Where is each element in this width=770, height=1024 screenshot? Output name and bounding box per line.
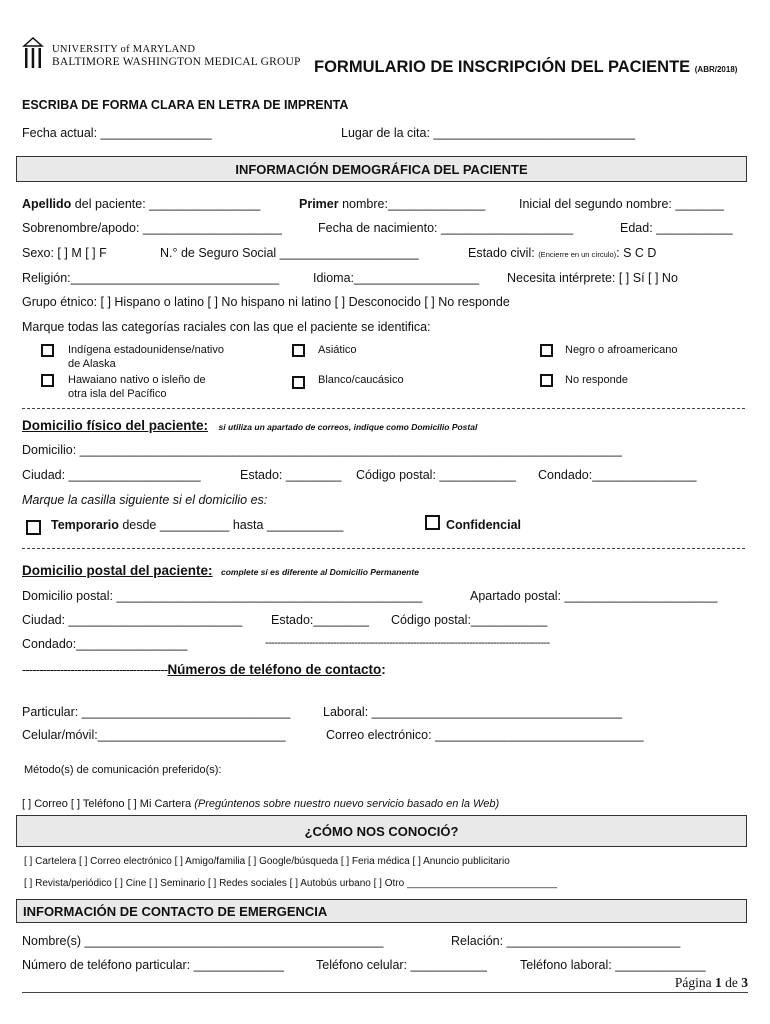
temporary-dates: desde __________ hasta ___________	[118, 518, 344, 532]
phones-heading: Números de teléfono de contacto	[167, 662, 382, 677]
footer-rule	[22, 992, 748, 993]
race-checkbox-no-answer[interactable]	[540, 374, 553, 387]
demographics-header	[16, 156, 747, 182]
race-checkbox-native-american[interactable]	[41, 344, 54, 357]
emergency-cell-phone-field[interactable]: Teléfono celular: ___________	[316, 958, 487, 972]
city-field[interactable]: Ciudad: ___________________	[22, 468, 201, 482]
middle-initial-field[interactable]: Inicial del segundo nombre: _______	[519, 197, 725, 211]
page-total: 3	[741, 975, 748, 990]
last-name-line: del paciente: ________________	[71, 197, 261, 211]
referral-header	[16, 815, 747, 847]
emergency-relation-field[interactable]: Relación: _________________________	[451, 934, 681, 948]
preferred-method-choices: [ ] Correo [ ] Teléfono [ ] Mi Cartera	[22, 798, 192, 810]
preferred-method-label: Método(s) de comunicación preferido(s):	[24, 764, 222, 776]
mailing-address-field[interactable]: Domicilio postal: ____________________________________________	[22, 589, 423, 603]
form-version: (ABR/2018)	[694, 65, 738, 74]
marital-status-field[interactable]	[468, 246, 656, 260]
mobile-phone-field[interactable]: Celular/móvil:___________________________	[22, 728, 286, 742]
confidential-checkbox[interactable]	[425, 515, 440, 530]
divider	[22, 408, 745, 409]
county-field[interactable]: Condado:_______________	[538, 468, 697, 482]
language-field[interactable]: Idioma:__________________	[313, 271, 480, 285]
confidential-label: Confidencial	[446, 518, 522, 532]
preferred-method-note: (Pregúntenos sobre nuestro nuevo servicio basado en la Web)	[191, 798, 500, 810]
emergency-home-phone-field[interactable]: Número de teléfono particular: _____________	[22, 958, 284, 972]
form-title	[314, 58, 737, 77]
first-name-label: Primer	[299, 197, 339, 211]
last-name-field[interactable]	[22, 197, 260, 211]
page-current: 1	[715, 975, 722, 990]
work-phone-field[interactable]: Laboral: ____________________________________	[323, 705, 622, 719]
emergency-header	[16, 899, 747, 923]
home-phone-field[interactable]: Particular: ______________________________	[22, 705, 291, 719]
age-field[interactable]: Edad: ___________	[620, 221, 733, 235]
dash-separator: ------------------------------------------------------------------------------------------------	[265, 637, 550, 649]
zip-field[interactable]: Código postal: ___________	[356, 468, 516, 482]
page-of: de	[725, 975, 738, 990]
ssn-field[interactable]: N.° de Seguro Social ____________________	[160, 246, 419, 260]
mailing-zip-field[interactable]: Código postal:___________	[391, 613, 548, 627]
ethnicity-field[interactable]: Grupo étnico: [ ] Hispano o latino [ ] No hispano ni latino [ ] Desconocido [ ] No responde	[22, 295, 510, 309]
physical-address-heading	[22, 417, 477, 435]
mailing-address-heading	[22, 562, 419, 580]
logo-line1: UNIVERSITY of MARYLAND	[52, 44, 196, 55]
first-name-line: nombre:______________	[338, 197, 486, 211]
date-field[interactable]: Fecha actual: ________________	[22, 126, 212, 140]
mailing-address-title: Domicilio postal del paciente:	[22, 563, 213, 578]
temporary-field[interactable]	[51, 518, 343, 532]
logo-line2: BALTIMORE WASHINGTON MEDICAL GROUP	[52, 56, 301, 68]
temporary-label: Temporario	[51, 518, 119, 532]
po-box-field[interactable]: Apartado postal: ______________________	[470, 589, 718, 603]
mailing-city-field[interactable]: Ciudad: _________________________	[22, 613, 243, 627]
referral-title: ¿CÓMO NOS CONOCIÓ?	[304, 823, 459, 839]
phones-heading-colon: :	[381, 662, 386, 677]
interpreter-field[interactable]: Necesita intérprete: [ ] Sí [ ] No	[507, 271, 678, 285]
divider	[22, 548, 745, 549]
marital-status-hint: (Encierre en un círculo)	[538, 250, 617, 259]
race-label-white: Blanco/caucásico	[318, 374, 404, 386]
race-label-pacific-islander-2: otra isla del Pacífico	[68, 388, 167, 400]
first-name-field[interactable]	[299, 197, 485, 211]
marital-status-label: Estado civil:	[468, 246, 535, 260]
mailing-county-field[interactable]: Condado:________________	[22, 637, 188, 651]
building-logo-icon	[22, 36, 44, 70]
emergency-title: INFORMACIÓN DE CONTACTO DE EMERGENCIA	[23, 903, 328, 919]
referral-options-1[interactable]: [ ] Cartelera [ ] Correo electrónico [ ] Amigo/familia [ ] Google/búsqueda [ ] Feria médica [ ] Anuncio publicitario	[24, 856, 510, 867]
marital-status-options: : S C D	[616, 246, 657, 260]
religion-field[interactable]: Religión:______________________________	[22, 271, 280, 285]
address-mark-note: Marque la casilla siguiente si el domicilio es:	[22, 493, 268, 507]
race-checkbox-black[interactable]	[540, 344, 553, 357]
mailing-state-field[interactable]: Estado:________	[271, 613, 370, 627]
location-field[interactable]: Lugar de la cita: _____________________________	[341, 126, 636, 140]
race-checkbox-white[interactable]	[292, 376, 305, 389]
last-name-label: Apellido	[22, 197, 72, 211]
physical-address-title: Domicilio físico del paciente:	[22, 418, 209, 433]
referral-options-2[interactable]: [ ] Revista/periódico [ ] Cine [ ] Seminario [ ] Redes sociales [ ] Autobús urbano [ ] Otro ___________________________	[24, 878, 558, 889]
dash-separator: ------------------------------------------	[22, 663, 168, 677]
state-field[interactable]: Estado: ________	[240, 468, 342, 482]
preferred-method-options[interactable]	[22, 798, 499, 810]
temporary-checkbox[interactable]	[26, 520, 41, 535]
race-label-native-american-1: Indígena estadounidense/nativo	[68, 344, 224, 356]
nickname-field[interactable]: Sobrenombre/apodo: ____________________	[22, 221, 282, 235]
print-instructions: ESCRIBA DE FORMA CLARA EN LETRA DE IMPRENTA	[22, 98, 349, 112]
emergency-name-field[interactable]: Nombre(s) ___________________________________________	[22, 934, 384, 948]
race-checkbox-asian[interactable]	[292, 344, 305, 357]
race-label-pacific-islander-1: Hawaiano nativo o isleño de	[68, 374, 206, 386]
sex-field[interactable]: Sexo: [ ] M [ ] F	[22, 246, 107, 260]
race-checkbox-pacific-islander[interactable]	[41, 374, 54, 387]
physical-address-note: si utiliza un apartado de correos, indique como Domicilio Postal	[218, 422, 478, 432]
phones-heading-row	[22, 662, 386, 677]
dob-field[interactable]: Fecha de nacimiento: ___________________	[318, 221, 574, 235]
page-word: Página	[674, 975, 712, 990]
demographics-title: INFORMACIÓN DEMOGRÁFICA DEL PACIENTE	[235, 161, 528, 177]
race-label-asian: Asiático	[318, 344, 357, 356]
race-label-no-answer: No responde	[565, 374, 628, 386]
race-label-black: Negro o afroamericano	[565, 344, 678, 356]
address-field[interactable]: Domicilio: ______________________________________________________________________________	[22, 443, 622, 457]
emergency-work-phone-field[interactable]: Teléfono laboral: _____________	[520, 958, 706, 972]
form-title-text: FORMULARIO DE INSCRIPCIÓN DEL PACIENTE	[314, 58, 691, 76]
race-label-native-american-2: de Alaska	[68, 358, 116, 370]
email-field[interactable]: Correo electrónico: ______________________________	[326, 728, 644, 742]
page-number	[675, 975, 748, 991]
race-instructions: Marque todas las categorías raciales con las que el paciente se identifica:	[22, 320, 431, 334]
mailing-address-note: complete si es diferente al Domicilio Permanente	[221, 567, 419, 577]
